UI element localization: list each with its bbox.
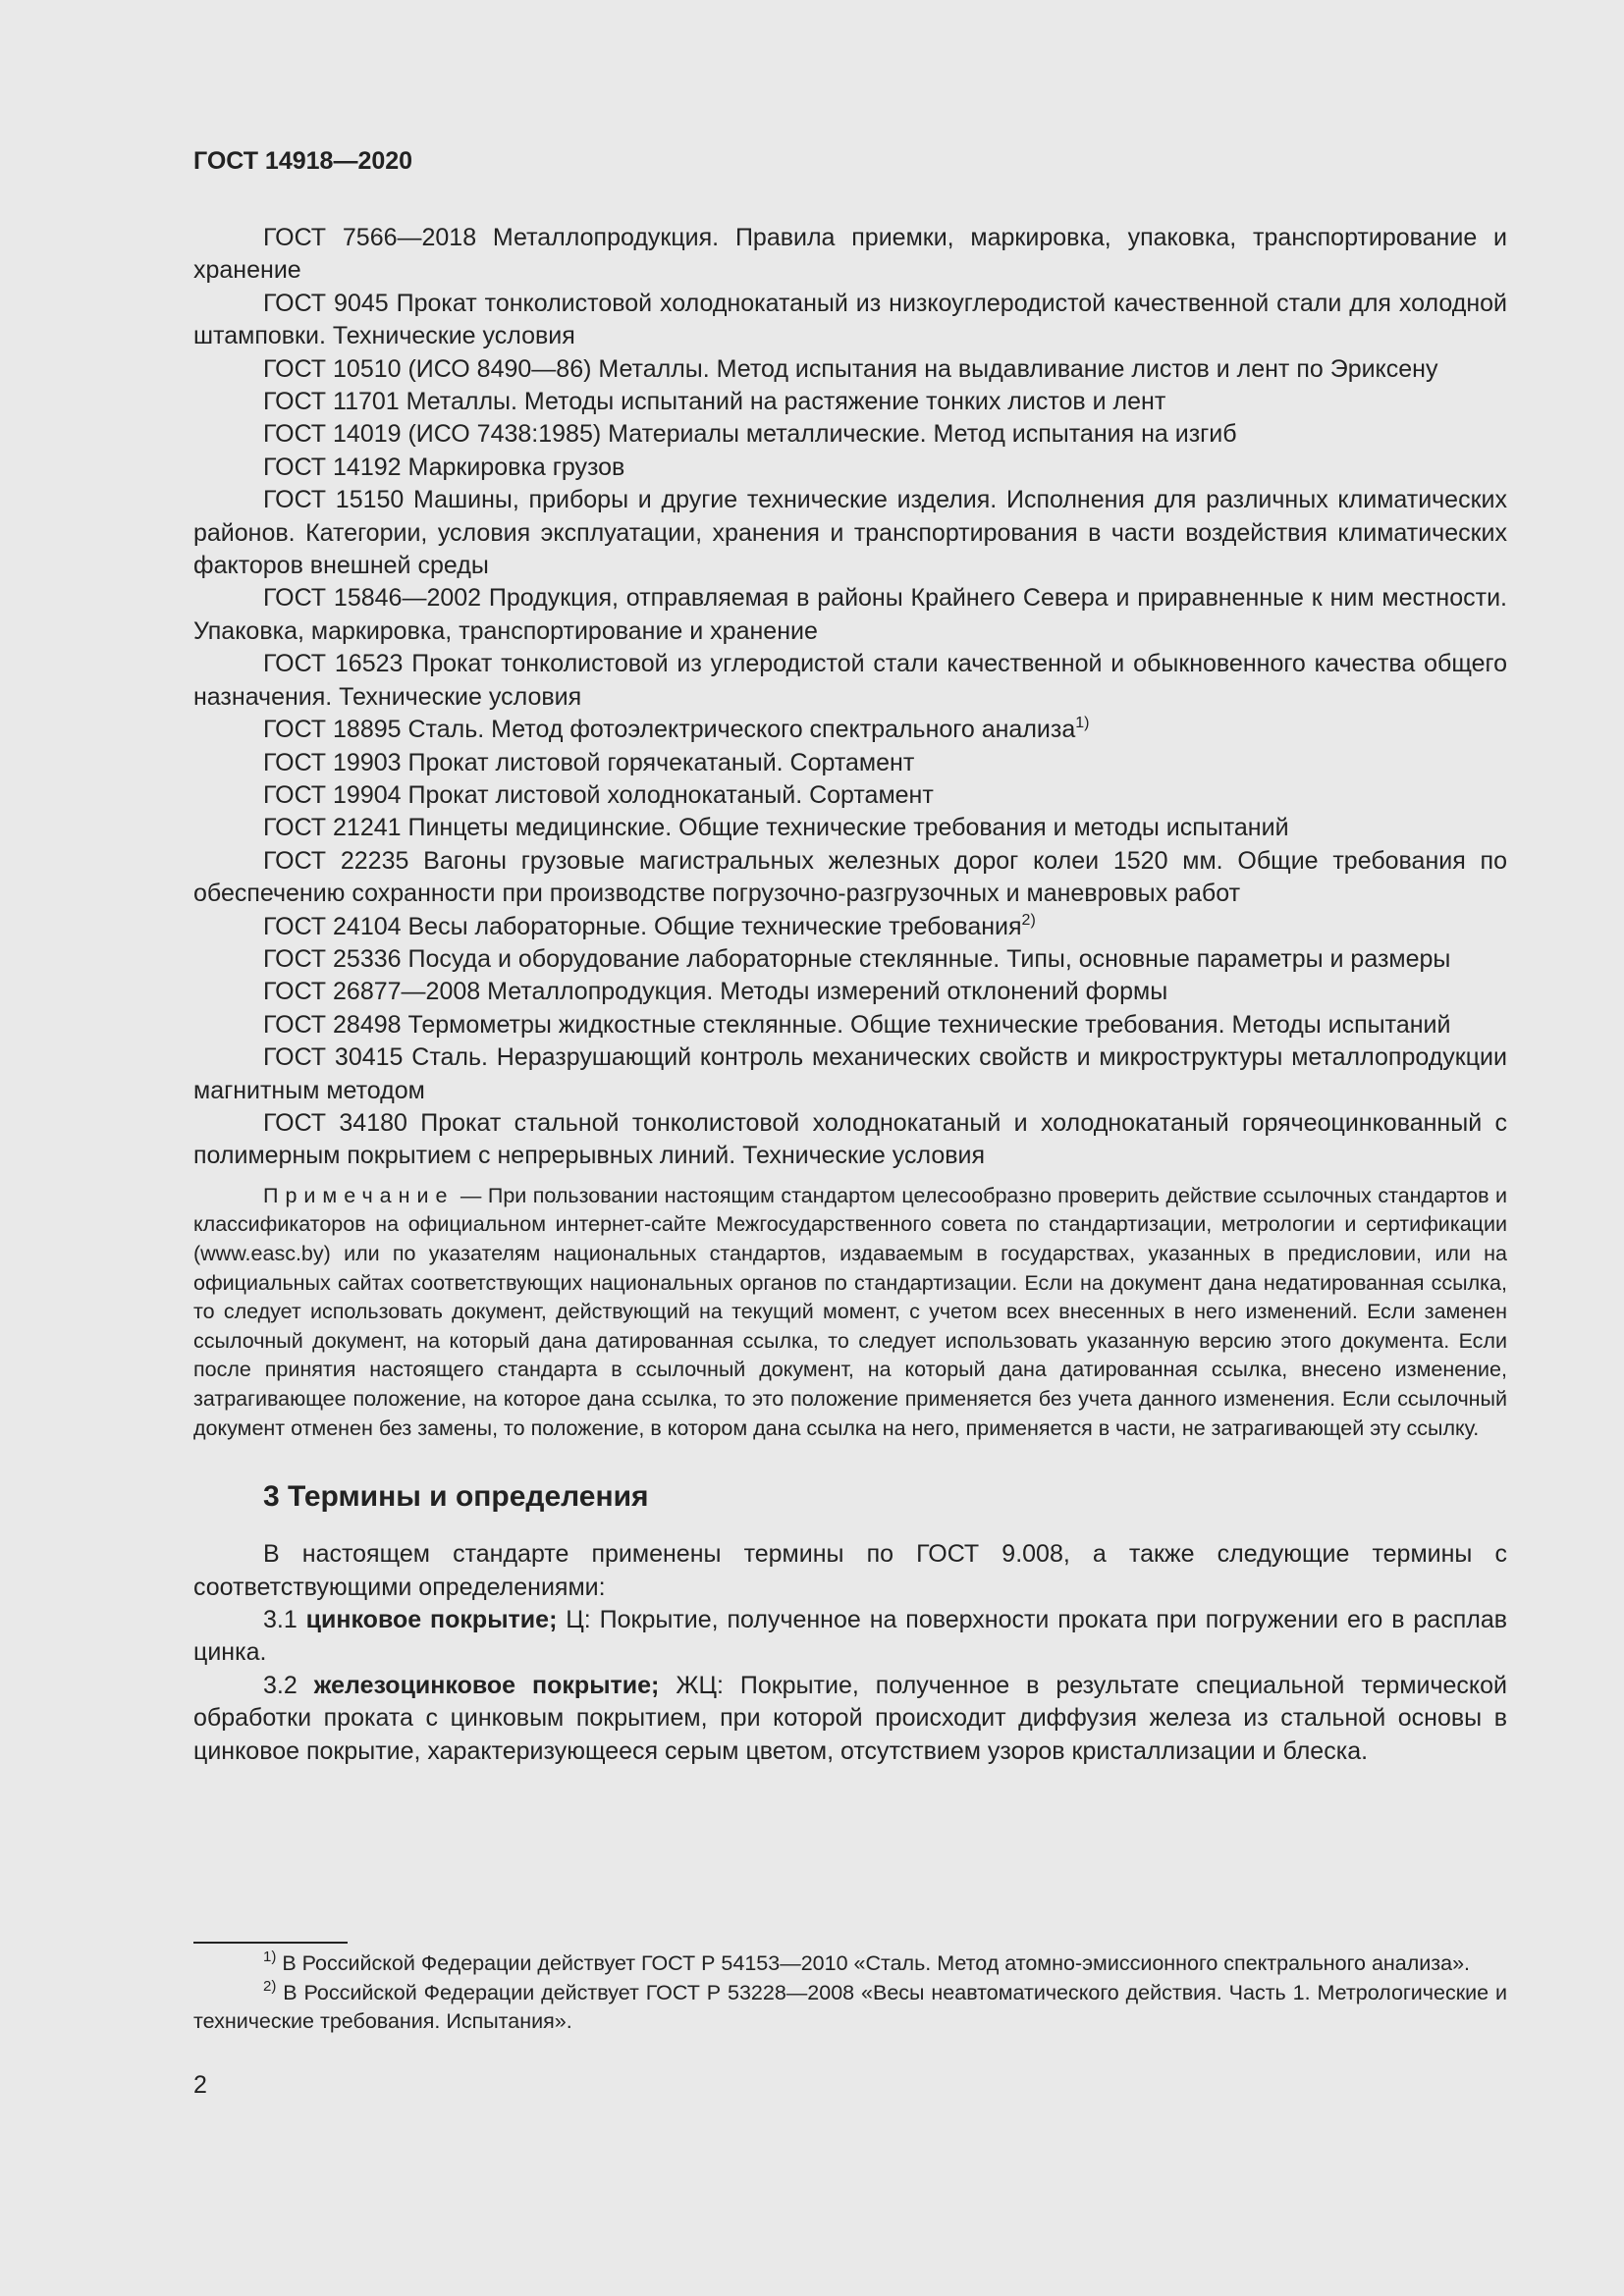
reference-item: ГОСТ 15846—2002 Продукция, отправляемая в районы Крайнего Севера и приравненные к ним местности. Упаковка, маркировка, транспортирование и хранение [193,584,1507,645]
reference-item: ГОСТ 11701 Металлы. Методы испытаний на растяжение тонких листов и лент [263,388,1166,416]
reference-item: ГОСТ 7566—2018 Металлопродукция. Правила приемки, маркировка, упаковка, транспортирование и хранение [193,224,1507,285]
reference-item: ГОСТ 19904 Прокат листовой холоднокатаный. Сортамент [263,780,934,809]
footnote-text: В Российской Федерации действует ГОСТ Р 53228—2008 «Весы неавтоматического действия. Часть 1. Метрологические и технические требования. Испытания». [193,1980,1507,2034]
reference-item: ГОСТ 15150 Машины, приборы и другие технические изделия. Исполнения для различных климатических районов. Категории, условия эксплуатации, хранения и транспортирования в части воздействия климатических факторов внешней среды [193,486,1507,580]
reference-item: ГОСТ 10510 (ИСО 8490—86) Металлы. Метод испытания на выдавливание листов и лент по Эриксену [263,354,1438,383]
section-heading: 3 Термины и определения [263,1480,649,1514]
reference-item: ГОСТ 30415 Сталь. Неразрушающий контроль механических свойств и микроструктуры металлопродукции магнитным методом [193,1043,1507,1104]
section-intro: В настоящем стандарте применены термины по ГОСТ 9.008, а также следующие термины с соответствующими определениями: [193,1540,1507,1601]
term-number: 3.1 [263,1605,306,1633]
footnote-divider [193,1942,348,1944]
note-paragraph [193,1182,1507,1443]
reference-text: ГОСТ 24104 Весы лабораторные. Общие технические требования [263,912,1022,940]
note-text: — При пользовании настоящим стандартом целесообразно проверить действие ссылочных стандартов и классификаторов на официальном интернет-сайте Межгосударственного совета по стандартизации, метрологии и сертификации (www.easc.by) или по указателям национальных стандартов, издаваемым в государствах, указанных в предисловии, или на официальных сайтах соответствующих национальных органов по стандартизации. Если на документ дана недатированная ссылка, то следует использовать документ, действующий на текущий момент, с учетом всех внесенных в него изменений. Если заменен ссылочный документ, на который дана датированная ссылка, то следует использовать указанную версию этого документа. Если после принятия настоящего стандарта в ссылочный документ, на который дана датированная ссылка, внесено изменение, затрагивающее положение, на которое дана ссылка, то это положение применяется без учета данного изменения. Если ссылочный документ отменен без замены, то положение, в котором дана ссылка на него, применяется в части, не затрагивающей эту ссылку. [193,1183,1507,1440]
reference-item: ГОСТ 19903 Прокат листовой горячекатаный. Сортамент [263,748,915,776]
reference-item: ГОСТ 14019 (ИСО 7438:1985) Материалы металлические. Метод испытания на изгиб [263,420,1237,449]
term-text: ЖЦ: Покрытие, полученное в результате специальной термической обработки проката с цинковым покрытием, при которой происходит диффузия железа из стальной основы в цинковое покрытие, характеризующееся серым цветом, отсутствием узоров кристаллизации и блеска. [193,1671,1507,1765]
reference-text: ГОСТ 18895 Сталь. Метод фотоэлектрического спектрального анализа [263,716,1076,744]
document-body [193,222,1507,1768]
reference-item: ГОСТ 28498 Термометры жидкостные стеклянные. Общие технические требования. Методы испытаний [263,1010,1451,1039]
reference-item [193,714,1507,746]
term-name: цинковое покрытие; [305,1605,558,1633]
reference-item: ГОСТ 9045 Прокат тонколистовой холоднокатаный из низкоуглеродистой качественной стали для холодной штамповки. Технические условия [193,289,1507,350]
term-number: 3.2 [263,1671,314,1699]
reference-item: ГОСТ 25336 Посуда и оборудование лабораторные стеклянные. Типы, основные параметры и размеры [263,944,1451,973]
reference-item: ГОСТ 16523 Прокат тонколистовой из углеродистой стали качественной и обыкновенного качества общего назначения. Технические условия [193,650,1507,711]
footnote-mark: 1) [263,1949,277,1965]
footnote [193,1949,1507,1979]
footnotes [193,1942,1507,2037]
term-definition [193,1604,1507,1670]
reference-item: ГОСТ 22235 Вагоны грузовые магистральных железных дорог колеи 1520 мм. Общие требования по обеспечению сохранности при производстве погрузочно-разгрузочных и маневровых работ [193,846,1507,908]
term-name: железоцинковое покрытие; [313,1671,660,1699]
footnote [193,1979,1507,2037]
reference-item: ГОСТ 26877—2008 Металлопродукция. Методы измерений отклонений формы [263,978,1168,1006]
note-lead: Примечание [263,1183,455,1207]
footnote-mark: 1) [1075,715,1090,732]
term-definition [193,1670,1507,1768]
footnote-mark: 2) [263,1977,277,1995]
page-number: 2 [193,2071,207,2099]
reference-item: ГОСТ 14192 Маркировка грузов [263,453,625,481]
document-header: ГОСТ 14918—2020 [193,147,413,175]
reference-item: ГОСТ 34180 Прокат стальной тонколистовой холоднокатаный и холоднокатаный горячеоцинкованный с полимерным покрытием с непрерывных линий. Технические условия [193,1108,1507,1170]
footnote-text: В Российской Федерации действует ГОСТ Р 54153—2010 «Сталь. Метод атомно-эмиссионного спектрального анализа». [276,1951,1471,1975]
term-text: Ц: Покрытие, полученное на поверхности проката при погружении его в расплав цинка. [193,1605,1508,1667]
reference-item [193,911,1507,943]
footnote-mark: 2) [1021,911,1036,929]
reference-item: ГОСТ 21241 Пинцеты медицинские. Общие технические требования и методы испытаний [263,814,1289,842]
